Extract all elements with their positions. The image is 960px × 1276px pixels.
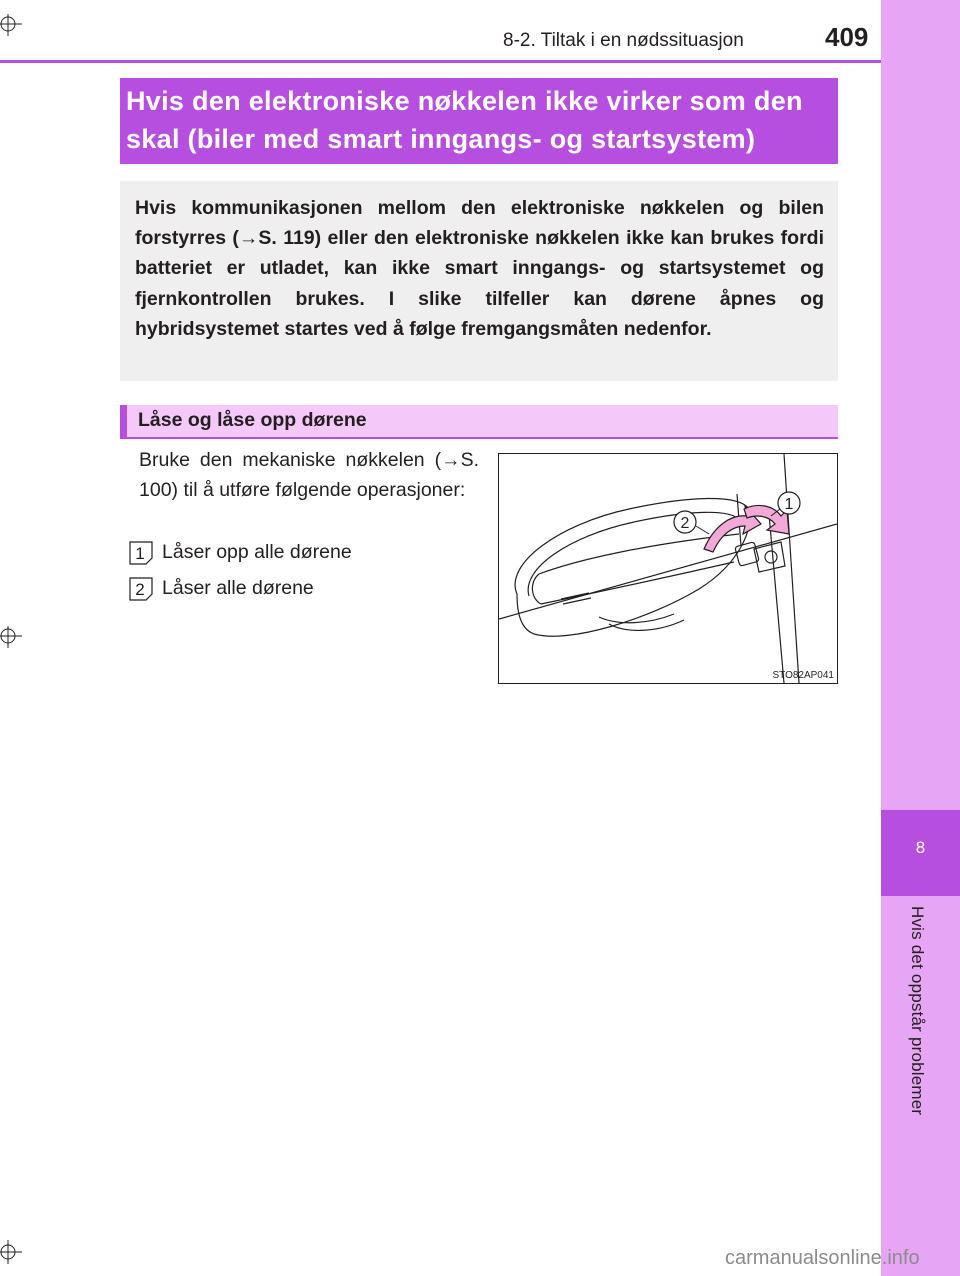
watermark: carmanualsonline.info: [725, 1247, 920, 1269]
chapter-sidebar: [881, 0, 960, 1276]
step-number-badge: [129, 577, 153, 601]
step-number-badge: [129, 541, 153, 565]
step-text: Låser alle dørene: [162, 577, 314, 599]
step-text: Låser opp alle dørene: [162, 541, 352, 563]
title-line-2: skal (biler med smart inngangs- og startsystem): [126, 124, 756, 154]
body-paragraph: Bruke den mekaniske nøkkelen (→S. 100) til å utføre følgende operasjoner:: [139, 449, 479, 501]
step-number: 1: [135, 544, 145, 563]
figure-code: STO82AP041: [772, 670, 834, 681]
door-handle-illustration: [498, 453, 838, 684]
step-number: 2: [135, 580, 145, 599]
subsection-heading: Låse og låse opp dørene: [138, 409, 367, 431]
door-handle-drawing: [499, 454, 837, 683]
chapter-title: Hvis det oppstår problemer: [908, 906, 927, 1116]
page-number: 409: [825, 22, 869, 52]
intro-text: Hvis kommunikasjonen mellom den elektroniske nøkkelen og bilen forstyrres (→S. 119) eller den elektroniske nøkkelen ikke kan brukes fordi batteriet er utladet, kan ikke smart inngangs- og startsystemet og fjernkontrollen brukes. I slike tilfeller kan dørene åpnes og hybridsystemet startes ved å følge fremgangsmåten nedenfor.: [135, 197, 824, 340]
page-title: [126, 82, 836, 158]
title-line-1: Hvis den elektroniske nøkkelen ikke virker som den: [126, 86, 803, 116]
callout-label-2: 2: [680, 515, 690, 532]
callout-label-1: 1: [784, 496, 794, 513]
header-rule: [0, 60, 881, 63]
section-header: 8-2. Tiltak i en nødssituasjon: [503, 30, 744, 51]
chapter-number: 8: [915, 838, 926, 857]
